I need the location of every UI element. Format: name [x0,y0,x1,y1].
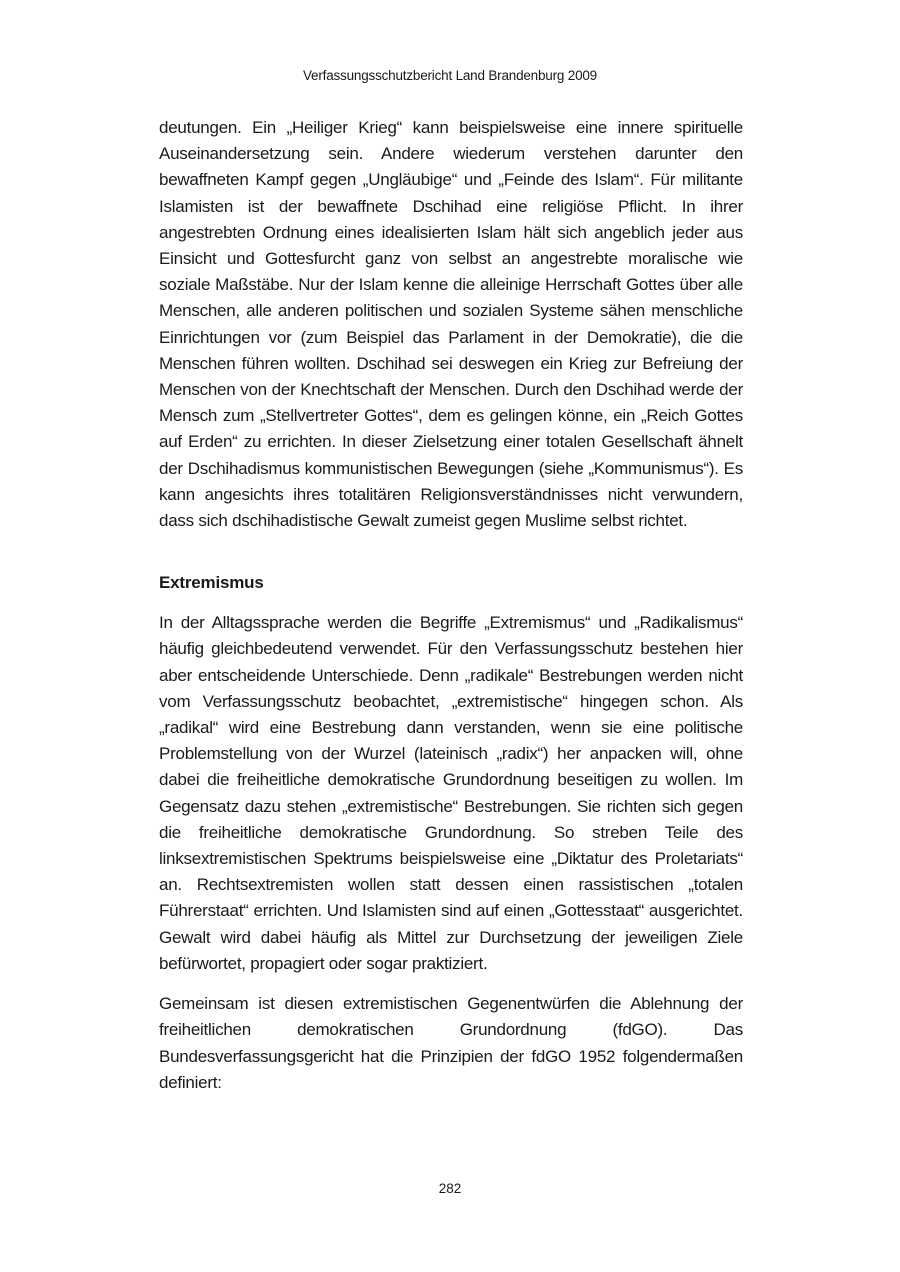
running-header: Verfassungsschutzbericht Land Brandenburg 2009 [302,68,597,83]
text-column [159,115,743,1096]
body-paragraph-2: In der Alltagssprache werden die Begriffe „Extremismus“ und „Radikalismus“ häufig gleichbedeutend verwendet. Für den Verfassungsschutz bestehen hier aber entscheidende Unterschiede. Denn „radikale“ Bestrebungen werden nicht vom Verfassungsschutz beobachtet, „extremistische“ hingegen schon. Als „radikal“ wird eine Bestrebung dann verstanden, wenn sie eine politische Problemstellung von der Wurzel (lateinisch „radix“) her anpacken will, ohne dabei die freiheitliche demokratische Grundordnung beseitigen zu wollen. Im Gegensatz dazu stehen „extremistische“ Bestrebungen. Sie richten sich gegen die freiheitliche demokratische Grundordnung. So streben Teile des linksextremistischen Spektrums beispielsweise eine „Diktatur des Proletariats“ an. Rechtsextremisten wollen statt dessen einen rassistischen „totalen Führerstaat“ errichten. Und Islamisten sind auf einen „Gottesstaat“ ausgerichtet. Gewalt wird dabei häufig als Mittel zur Durchsetzung der jeweiligen Ziele befürwortet, propagiert oder sogar praktiziert. [159,613,743,973]
body-paragraph-3: Gemeinsam ist diesen extremistischen Gegenentwürfen die Ablehnung der freiheitlichen demokratischen Grundordnung (fdGO). Das Bundesverfassungsgericht hat die Prinzipien der fdGO 1952 folgendermaßen definiert: [159,994,743,1092]
section-heading: Extremismus [159,573,264,593]
page-number: 282 [438,1181,462,1196]
body-paragraph-1: deutungen. Ein „Heiliger Krieg“ kann beispielsweise eine innere spirituelle Auseinandersetzung sein. Andere wiederum verstehen darunter den bewaffneten Kampf gegen „Ungläubige“ und „Feinde des Islam“. Für militante Islamisten ist der bewaffnete Dschihad eine religiöse Pflicht. In ihrer angestrebten Ordnung eines idealisierten Islam hält sich angeblich jeder aus Einsicht und Gottesfurcht ganz von selbst an angestrebte moralische wie soziale Maßstäbe. Nur der Islam kenne die alleinige Herrschaft Gottes über alle Menschen, alle anderen politischen und sozialen Systeme sähen menschliche Einrichtungen vor (zum Beispiel das Parlament in der Demokratie), die die Menschen führen wollten. Dschihad sei deswegen ein Krieg zur Befreiung der Menschen von der Knechtschaft der Menschen. Durch den Dschihad werde der Mensch zum „Stellvertreter Gottes“, dem es gelingen könne, ein „Reich Gottes auf Erden“ zu errichten. In dieser Zielsetzung einer totalen Gesellschaft ähnelt der Dschihadismus kommunistischen Bewegungen (siehe „Kommunismus“). Es kann angesichts ihres totalitären Religionsverständnisses nicht verwundern, dass sich dschihadistische Gewalt zumeist gegen Muslime selbst richtet. [159,118,743,531]
